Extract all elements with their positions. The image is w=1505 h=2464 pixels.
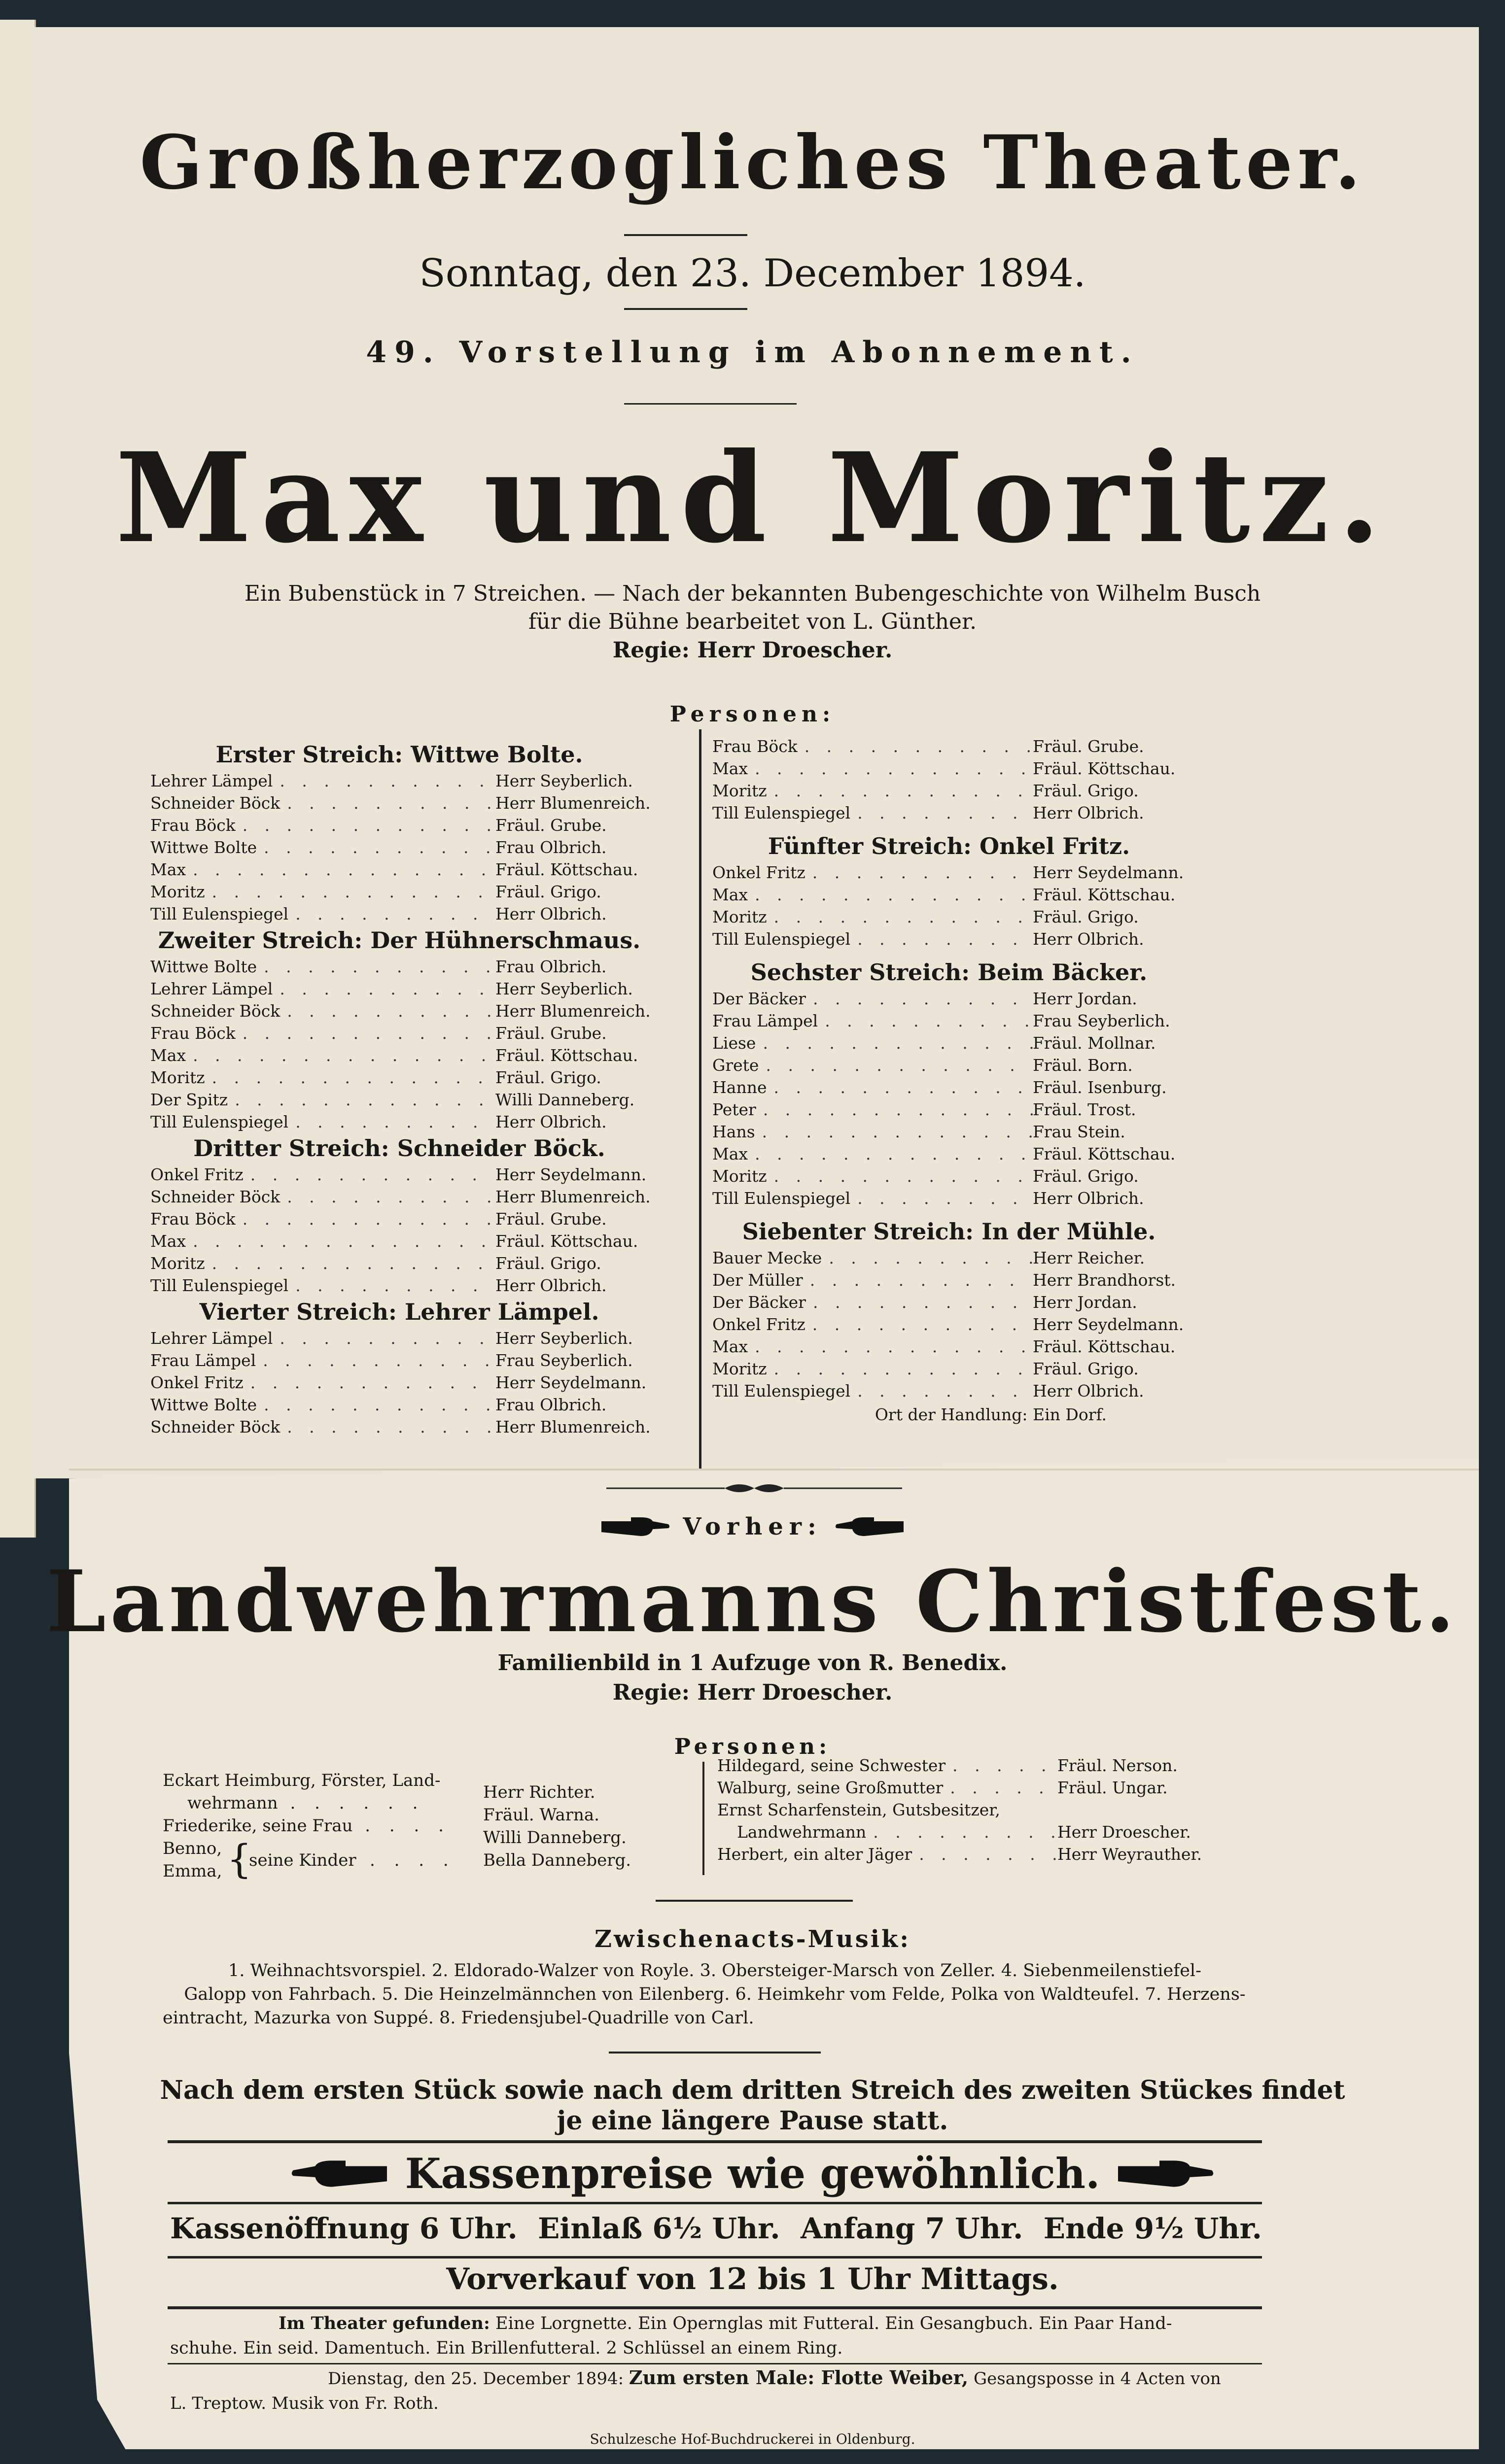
- cast-row: Lehrer Lämpel . . . Herr Seyberlich.: [150, 978, 648, 1000]
- cast-row: Max . . . Fräul. Köttschau.: [150, 1044, 648, 1066]
- cast-list: [717, 1754, 1210, 1865]
- cast-row: Till Eulenspiegel . . . Herr Olbrich.: [150, 1274, 648, 1297]
- cast-list: [712, 861, 1186, 950]
- cast-row: Herbert, ein alter Jäger . . . Herr Weyrauther.: [717, 1843, 1210, 1865]
- rule: [168, 2306, 1262, 2309]
- divider-ornament-icon: [606, 1478, 902, 1498]
- cast-row: Der Bäcker . . . Herr Jordan.: [712, 1291, 1186, 1313]
- second-cast-right: [717, 1754, 1210, 1865]
- rule: [656, 1900, 853, 1902]
- cast-row: Frau Lämpel . . . Frau Seyberlich.: [150, 1349, 648, 1371]
- cast-line: Emma,: [163, 1861, 222, 1881]
- cast-row: Frau Lämpel . . . Frau Seyberlich.: [712, 1010, 1186, 1032]
- rule: [624, 403, 797, 405]
- found-line: Im Theater gefunden: Eine Lorgnette. Ein Opernglas mit Futteral. Ein Gesangbuch. Ein Paar Hand-: [279, 2313, 1172, 2333]
- scene-title: Dritter Streich: Schneider Böck.: [193, 1135, 605, 1162]
- intermission-notice: Nach dem ersten Stück sowie nach dem dritten Streich des zweiten Stückes findet: [160, 2075, 1345, 2105]
- cast-list: [150, 1327, 651, 1438]
- play-director: Regie: Herr Droescher.: [612, 638, 893, 663]
- scene-title: Vierter Streich: Lehrer Lämpel.: [199, 1299, 599, 1325]
- next-performance: [170, 2365, 1262, 2416]
- left-cast-column: [150, 739, 651, 1438]
- rule: [624, 234, 747, 236]
- cast-row: Wittwe Bolte . . . Frau Olbrich.: [150, 836, 648, 858]
- printer-imprint: Schulzesche Hof-Buchdruckerei in Oldenburg.: [590, 2431, 915, 2447]
- play-subtitle: Ein Bubenstück in 7 Streichen. — Nach der bekannten Bubengeschichte von Wilhelm Busch: [244, 581, 1261, 606]
- cast-row: Der Bäcker . . . Herr Jordan.: [712, 988, 1186, 1010]
- scene-title: Erster Streich: Wittwe Bolte.: [215, 741, 583, 768]
- cast-line: seine Kinder: [249, 1850, 356, 1870]
- scene-title: Fünfter Streich: Onkel Fritz.: [768, 833, 1130, 859]
- cast-row: Till Eulenspiegel . . . Herr Olbrich.: [150, 1111, 648, 1133]
- column-divider: [702, 1762, 704, 1875]
- cast-row: Frau Böck . . . Fräul. Grube.: [150, 1208, 648, 1230]
- cast-row: Wittwe Bolte . . . Frau Olbrich.: [150, 956, 648, 978]
- cast-row: Lehrer Lämpel . . . Herr Seyberlich.: [150, 1327, 648, 1349]
- cast-row: Frau Böck . . . Fräul. Grube.: [712, 735, 1186, 757]
- actor-name: Willi Danneberg.: [483, 1828, 627, 1848]
- cast-row: Onkel Fritz . . . Herr Seydelmann.: [150, 1164, 648, 1186]
- cast-row: Schneider Böck . . . Herr Blumenreich.: [150, 792, 648, 814]
- cast-row: Landwehrmann . . . Herr Droescher.: [717, 1821, 1210, 1843]
- start-time: Anfang 7 Uhr.: [800, 2212, 1023, 2245]
- box-office-opening: Kassenöffnung 6 Uhr.: [170, 2212, 518, 2245]
- actor-name: Fräul. Warna.: [483, 1805, 599, 1825]
- children-bracket: [163, 1837, 656, 1884]
- cast-row: Moritz . . . Fräul. Grigo.: [712, 1165, 1186, 1187]
- end-time: Ende 9½ Uhr.: [1043, 2212, 1262, 2245]
- cast-row: Moritz . . . Fräul. Grigo.: [150, 1252, 648, 1274]
- cast-row: Max . . . Fräul. Köttschau.: [712, 757, 1186, 780]
- cast-list: [712, 988, 1186, 1209]
- cast-row: Onkel Fritz . . . Herr Seydelmann.: [150, 1371, 648, 1394]
- cast-line: Eckart Heimburg, Förster, Land-: [163, 1771, 441, 1790]
- column-divider: [699, 729, 701, 1469]
- cast-row: Till Eulenspiegel . . . Herr Olbrich.: [712, 1187, 1186, 1209]
- prices-label: Kassenpreise wie gewöhnlich.: [405, 2149, 1100, 2198]
- sheet-edge: [0, 20, 36, 1538]
- cast-row: Wittwe Bolte . . . Frau Olbrich.: [150, 1394, 648, 1416]
- cast-row: Onkel Fritz . . . Herr Seydelmann.: [712, 861, 1186, 884]
- cast-row: Till Eulenspiegel . . . Herr Olbrich.: [712, 928, 1186, 950]
- next-line: L. Treptow. Musik von Fr. Roth.: [170, 2394, 439, 2413]
- cast-row: Der Müller . . . Herr Brandhorst.: [712, 1269, 1186, 1291]
- play-adaptation: für die Bühne bearbeitet von L. Günther.: [528, 609, 977, 634]
- cast-list: [150, 1164, 651, 1297]
- cast-row: Max . . . Fräul. Köttschau.: [150, 1230, 648, 1252]
- pointing-hand-icon: [601, 1514, 670, 1539]
- cast-row: Onkel Fritz . . . Herr Seydelmann.: [712, 1313, 1186, 1335]
- rule: [168, 2140, 1262, 2143]
- actor-name: Bella Danneberg.: [483, 1850, 631, 1870]
- cast-row: Max . . . Fräul. Köttschau.: [712, 884, 1186, 906]
- second-cast-left: [163, 1769, 656, 1884]
- rule: [624, 308, 747, 310]
- cast-line: Friederike, seine Frau . . . .: [163, 1816, 451, 1836]
- rule: [168, 2202, 1262, 2204]
- cast-row: Liese . . . Fräul. Mollnar.: [712, 1032, 1186, 1054]
- persons-heading: Personen:: [669, 702, 836, 727]
- found-line: schuhe. Ein seid. Damentuch. Ein Brillenfutteral. 2 Schlüssel an einem Ring.: [170, 2338, 843, 2358]
- cast-row: Walburg, seine Großmutter . . . Fräul. Ungar.: [717, 1777, 1210, 1799]
- cast-row: Frau Böck . . . Fräul. Grube.: [150, 814, 648, 836]
- cast-row: Max . . . Fräul. Köttschau.: [150, 858, 648, 881]
- cast-row: Till Eulenspiegel . . . Herr Olbrich.: [150, 903, 648, 925]
- next-line: Dienstag, den 25. December 1894: Zum ersten Male: Flotte Weiber, Gesangsposse in 4 Acten von: [328, 2366, 1221, 2389]
- cast-row: Hans . . . Frau Stein.: [712, 1121, 1186, 1143]
- rule: [168, 2363, 1262, 2364]
- cast-row: Moritz . . . Fräul. Grigo.: [150, 1066, 648, 1089]
- second-play-director: Regie: Herr Droescher.: [612, 1680, 893, 1705]
- before-label: Vorher:: [683, 1513, 822, 1540]
- cast-row: Hanne . . . Fräul. Isenburg.: [712, 1076, 1186, 1098]
- cast-list: [712, 1247, 1186, 1402]
- cast-row: Peter . . . Fräul. Trost.: [712, 1098, 1186, 1121]
- cast-line: Benno,: [163, 1839, 222, 1858]
- scene-title: Sechster Streich: Beim Bäcker.: [750, 959, 1148, 986]
- setting-note: Ort der Handlung: Ein Dorf.: [875, 1405, 1107, 1424]
- doors-open: Einlaß 6½ Uhr.: [538, 2212, 780, 2245]
- scene-title: Siebenter Streich: In der Mühle.: [742, 1218, 1156, 1245]
- cast-row: Grete . . . Fräul. Born.: [712, 1054, 1186, 1076]
- cast-row: Der Spitz . . . Willi Danneberg.: [150, 1089, 648, 1111]
- pointing-hand-icon: [1117, 2156, 1216, 2191]
- second-persons-heading: Personen:: [674, 1734, 831, 1759]
- music-heading: Zwischenacts-Musik:: [595, 1925, 910, 1953]
- music-line: Galopp von Fahrbach. 5. Die Heinzelmännchen von Eilenberg. 6. Heimkehr vom Felde, Polka von Waldteufel. 7. Herzens-: [184, 1985, 1246, 2004]
- cast-list: [712, 735, 1186, 824]
- scene-title: Zweiter Streich: Der Hühnerschmaus.: [158, 927, 641, 954]
- second-play-title: Landwehrmanns Christfest.: [46, 1551, 1459, 1651]
- cast-row: Ernst Scharfenstein, Gutsbesitzer,: [717, 1800, 1000, 1819]
- music-line: 1. Weihnachtsvorspiel. 2. Eldorado-Walzer von Royle. 3. Obersteiger-Marsch von Zeller. 4. Siebenmeilenstiefel-: [228, 1961, 1201, 1981]
- cast-row: Moritz . . . Fräul. Grigo.: [150, 881, 648, 903]
- pointing-hand-icon: [835, 1514, 904, 1539]
- music-line: eintracht, Mazurka von Suppé. 8. Friedensjubel-Quadrille von Carl.: [163, 2008, 754, 2028]
- cast-row: Moritz . . . Fräul. Grigo.: [712, 1358, 1186, 1380]
- cast-row: Schneider Böck . . . Herr Blumenreich.: [150, 1186, 648, 1208]
- before-line: [0, 1513, 1505, 1547]
- cast-row: Max . . . Fräul. Köttschau.: [712, 1143, 1186, 1165]
- found-items: [170, 2311, 1262, 2361]
- prices-line: [0, 2146, 1505, 2200]
- theatre-name: Großherzogliches Theater.: [140, 119, 1365, 206]
- cast-row: Schneider Böck . . . Herr Blumenreich.: [150, 1000, 648, 1022]
- performance-date: Sonntag, den 23. December 1894.: [419, 251, 1086, 296]
- cast-row: Till Eulenspiegel . . . Herr Olbrich.: [712, 1380, 1186, 1402]
- right-cast-column: [712, 735, 1186, 1428]
- music-list: [163, 1959, 1267, 2030]
- cast-row: Max . . . Fräul. Köttschau.: [712, 1335, 1186, 1358]
- dots: . . . .: [370, 1850, 455, 1870]
- rule: [609, 2052, 821, 2053]
- play-title: Max und Moritz.: [115, 425, 1390, 570]
- cast-row: Moritz . . . Fräul. Grigo.: [712, 906, 1186, 928]
- cast-line: wehrmann . . . . . .: [187, 1793, 425, 1813]
- cast-row: Lehrer Lämpel . . . Herr Seyberlich.: [150, 770, 648, 792]
- pointing-hand-icon: [289, 2156, 388, 2191]
- presale-line: Vorverkauf von 12 bis 1 Uhr Mittags.: [446, 2262, 1059, 2296]
- cast-row: Schneider Böck . . . Herr Blumenreich.: [150, 1416, 648, 1438]
- cast-list: [150, 956, 651, 1133]
- intermission-notice-2: je eine längere Pause statt.: [557, 2106, 948, 2136]
- cast-row: Hildegard, seine Schwester . . . Fräul. Nerson.: [717, 1754, 1210, 1777]
- second-play-subtitle: Familienbild in 1 Aufzuge von R. Benedix.: [497, 1650, 1008, 1676]
- cast-row: Bauer Mecke . . . Herr Reicher.: [712, 1247, 1186, 1269]
- cast-row: Till Eulenspiegel . . . Herr Olbrich.: [712, 802, 1186, 824]
- cast-list: [150, 770, 651, 925]
- brace-icon: {: [227, 1836, 252, 1882]
- cast-row: Frau Böck . . . Fräul. Grube.: [150, 1022, 648, 1044]
- cast-row: Moritz . . . Fräul. Grigo.: [712, 780, 1186, 802]
- actor-name: Herr Richter.: [483, 1782, 595, 1802]
- times-row: [170, 2205, 1262, 2252]
- fold-line: [69, 1469, 1479, 1471]
- subscription-line: 49. Vorstellung im Abonnement.: [366, 335, 1139, 370]
